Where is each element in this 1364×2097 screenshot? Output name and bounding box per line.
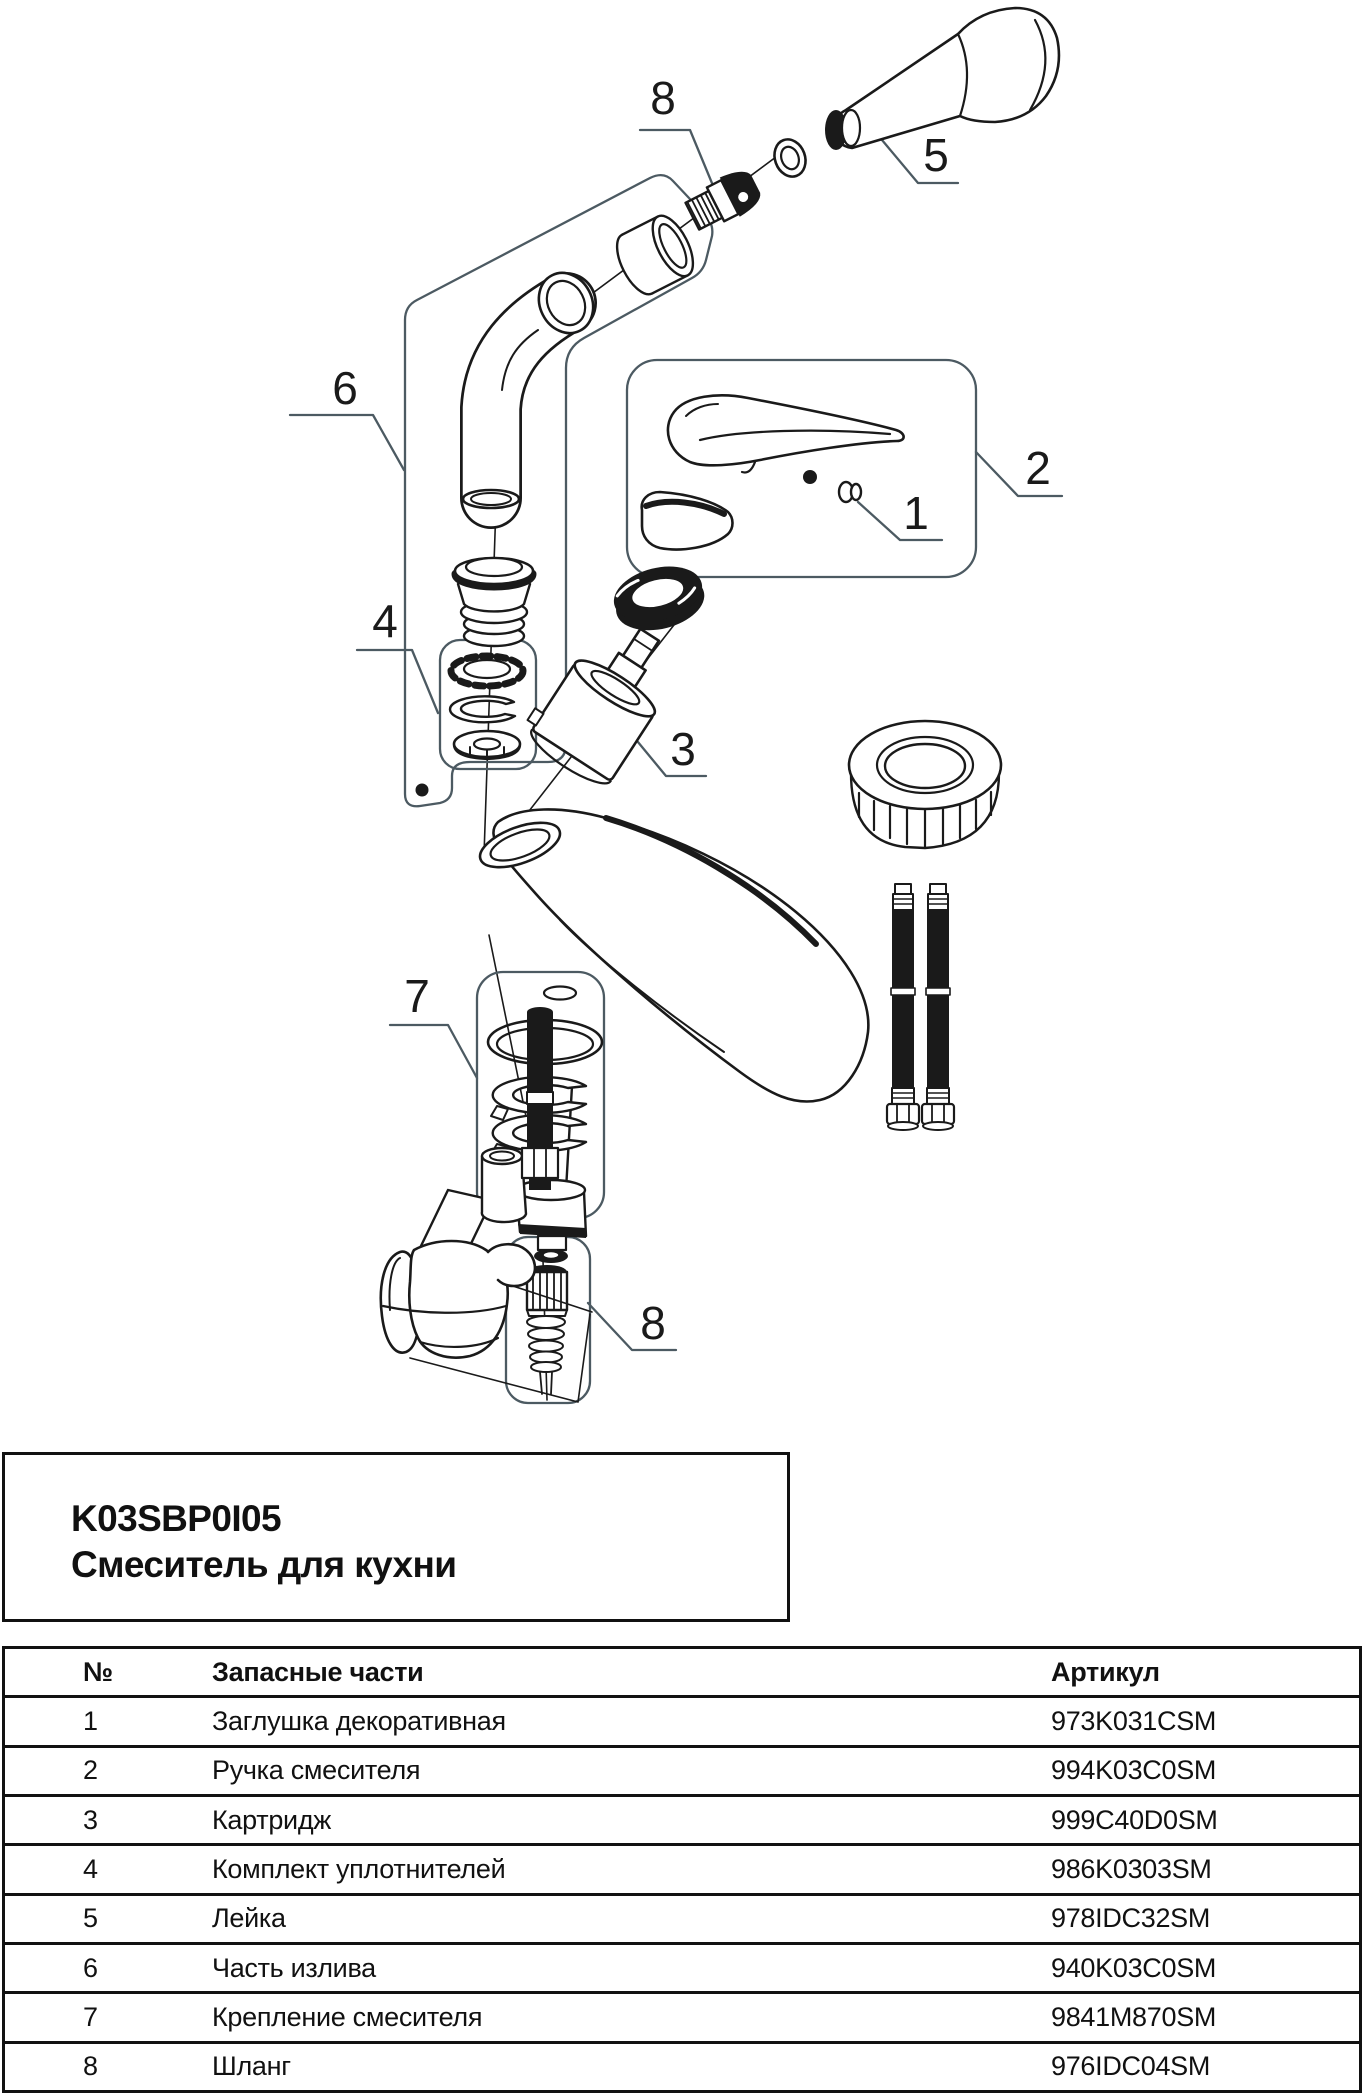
- row-num: 3: [83, 1804, 98, 1835]
- row-num: 5: [83, 1903, 98, 1934]
- row-name: Картридж: [212, 1804, 332, 1835]
- table-header-row: [5, 1649, 1359, 1695]
- row-article: 986K0303SM: [1051, 1853, 1212, 1884]
- table-row: [5, 1942, 1359, 1991]
- callout-3: 3: [670, 723, 696, 775]
- callout-5: 5: [923, 129, 949, 181]
- title-block: [2, 1452, 790, 1622]
- table-row: [5, 1843, 1359, 1892]
- row-article: 994K03C0SM: [1051, 1755, 1217, 1786]
- cartridge-nut: [608, 558, 710, 639]
- table-row: [5, 2041, 1359, 2090]
- row-name: Заглушка декоративная: [212, 1705, 506, 1736]
- row-name: Крепление смесителя: [212, 2001, 483, 2032]
- row-num: 8: [83, 2051, 98, 2082]
- table-row: [5, 1991, 1359, 2040]
- row-article: 976IDC04SM: [1051, 2051, 1211, 2082]
- row-num: 6: [83, 1952, 98, 1983]
- part-3-cartridge: [517, 604, 689, 792]
- table-row: [5, 1695, 1359, 1744]
- leader-6: [290, 415, 404, 470]
- part-2-handle-group: [642, 395, 904, 549]
- leader-4: [357, 650, 438, 713]
- callout-7: 7: [404, 970, 430, 1022]
- screw-dot: [803, 470, 817, 484]
- table-row: [5, 1794, 1359, 1843]
- supply-hose-right: [922, 884, 954, 1130]
- callout-4: 4: [372, 595, 398, 647]
- spout-base: [455, 558, 533, 646]
- part-4-seal-kit: [450, 656, 523, 759]
- row-name: Комплект уплотнителей: [212, 1853, 506, 1884]
- callout-1: 1: [903, 487, 929, 539]
- row-article: 999C40D0SM: [1051, 1804, 1218, 1835]
- row-num: 7: [83, 2001, 98, 2032]
- row-num: 2: [83, 1755, 98, 1786]
- part-6-spout: [463, 264, 603, 508]
- row-article: 978IDC32SM: [1051, 1903, 1211, 1934]
- header-name: Запасные части: [212, 1656, 424, 1687]
- header-num: №: [83, 1656, 113, 1687]
- row-num: 4: [83, 1853, 98, 1884]
- table-row: [5, 1893, 1359, 1942]
- row-article: 973K031CSM: [1051, 1705, 1217, 1736]
- row-num: 1: [83, 1705, 98, 1736]
- parts-table: [2, 1646, 1362, 2093]
- frame-dot: [416, 784, 429, 797]
- part-8-hose-fitting: [682, 164, 765, 235]
- table-row: [5, 1745, 1359, 1794]
- product-code: K03SBP0I05: [71, 1497, 281, 1539]
- washer-ring: [769, 135, 810, 181]
- row-name: Ручка смесителя: [212, 1755, 421, 1786]
- callout-8-bottom: 8: [640, 1297, 666, 1349]
- product-name: Смеситель для кухни: [71, 1544, 457, 1585]
- supply-hoses: [887, 884, 954, 1130]
- mounting-nut: [849, 721, 1001, 848]
- callout-2: 2: [1025, 442, 1051, 494]
- leader-7: [390, 1025, 477, 1078]
- leader-1: [858, 502, 942, 540]
- row-name: Лейка: [212, 1903, 286, 1934]
- row-name: Шланг: [212, 2051, 291, 2082]
- callout-6: 6: [332, 362, 358, 414]
- supply-hose-left: [887, 884, 919, 1130]
- row-name: Часть излива: [212, 1952, 376, 1983]
- part-1-plug: [839, 482, 861, 502]
- callout-8-top: 8: [650, 72, 676, 124]
- leader-8-top: [640, 130, 714, 188]
- row-article: 940K03C0SM: [1051, 1952, 1217, 1983]
- row-article: 9841M870SM: [1051, 2001, 1217, 2032]
- header-article: Артикул: [1051, 1656, 1160, 1687]
